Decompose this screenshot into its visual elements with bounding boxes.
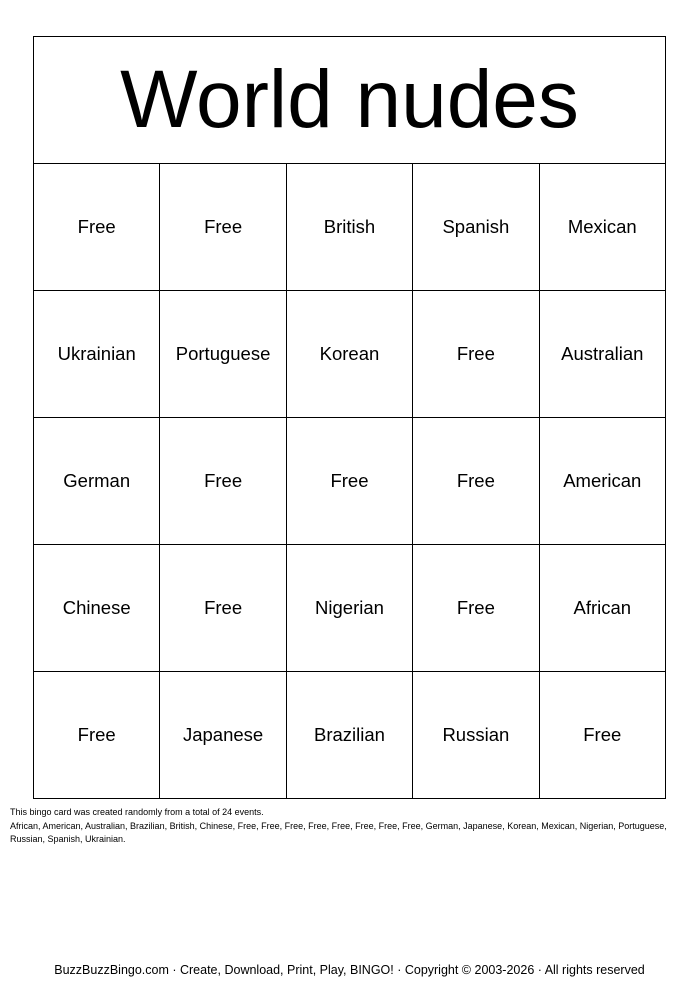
bingo-cell: Free: [539, 672, 665, 799]
footer-copyright: BuzzBuzzBingo.com · Create, Download, Print, Play, BINGO! · Copyright © 2003-2026 · All rights reserved: [54, 963, 645, 977]
bingo-cell: Japanese: [160, 672, 286, 799]
bingo-row: [34, 545, 666, 672]
bingo-cell: Spanish: [413, 164, 539, 291]
bingo-row: [34, 291, 666, 418]
bingo-cell: Free: [34, 164, 160, 291]
bingo-cell: Mexican: [539, 164, 665, 291]
card-note: [10, 806, 690, 847]
bingo-cell: German: [34, 418, 160, 545]
bingo-cell: Ukrainian: [34, 291, 160, 418]
bingo-row: [34, 418, 666, 545]
bingo-cell: Nigerian: [286, 545, 412, 672]
bingo-cell: Portuguese: [160, 291, 286, 418]
bingo-cell: Australian: [539, 291, 665, 418]
note-line-events: African, American, Australian, Brazilian, British, Chinese, Free, Free, Free, Free, Free, Free, Free, Free, German, Japanese, Korean, Mexican, Nigerian, Portuguese, Russian, Spanish, Ukrainian.: [10, 820, 667, 844]
bingo-row: [34, 164, 666, 291]
title-row: [34, 37, 666, 164]
bingo-cell: Free: [34, 672, 160, 799]
bingo-cell: Brazilian: [286, 672, 412, 799]
bingo-row: [34, 672, 666, 799]
bingo-cell: American: [539, 418, 665, 545]
bingo-cell: British: [286, 164, 412, 291]
bingo-cell: Free: [160, 545, 286, 672]
bingo-card: [33, 36, 666, 799]
bingo-cell: Free: [286, 418, 412, 545]
bingo-cell: Free: [413, 545, 539, 672]
bingo-cell: Free: [160, 418, 286, 545]
bingo-cell: Chinese: [34, 545, 160, 672]
bingo-cell: Free: [160, 164, 286, 291]
bingo-cell: Russian: [413, 672, 539, 799]
note-line-summary: This bingo card was created randomly from a total of 24 events.: [10, 807, 264, 817]
bingo-cell: Free: [413, 291, 539, 418]
card-title: World nudes: [34, 37, 666, 164]
bingo-cell: Free: [413, 418, 539, 545]
bingo-cell: Korean: [286, 291, 412, 418]
bingo-cell: African: [539, 545, 665, 672]
